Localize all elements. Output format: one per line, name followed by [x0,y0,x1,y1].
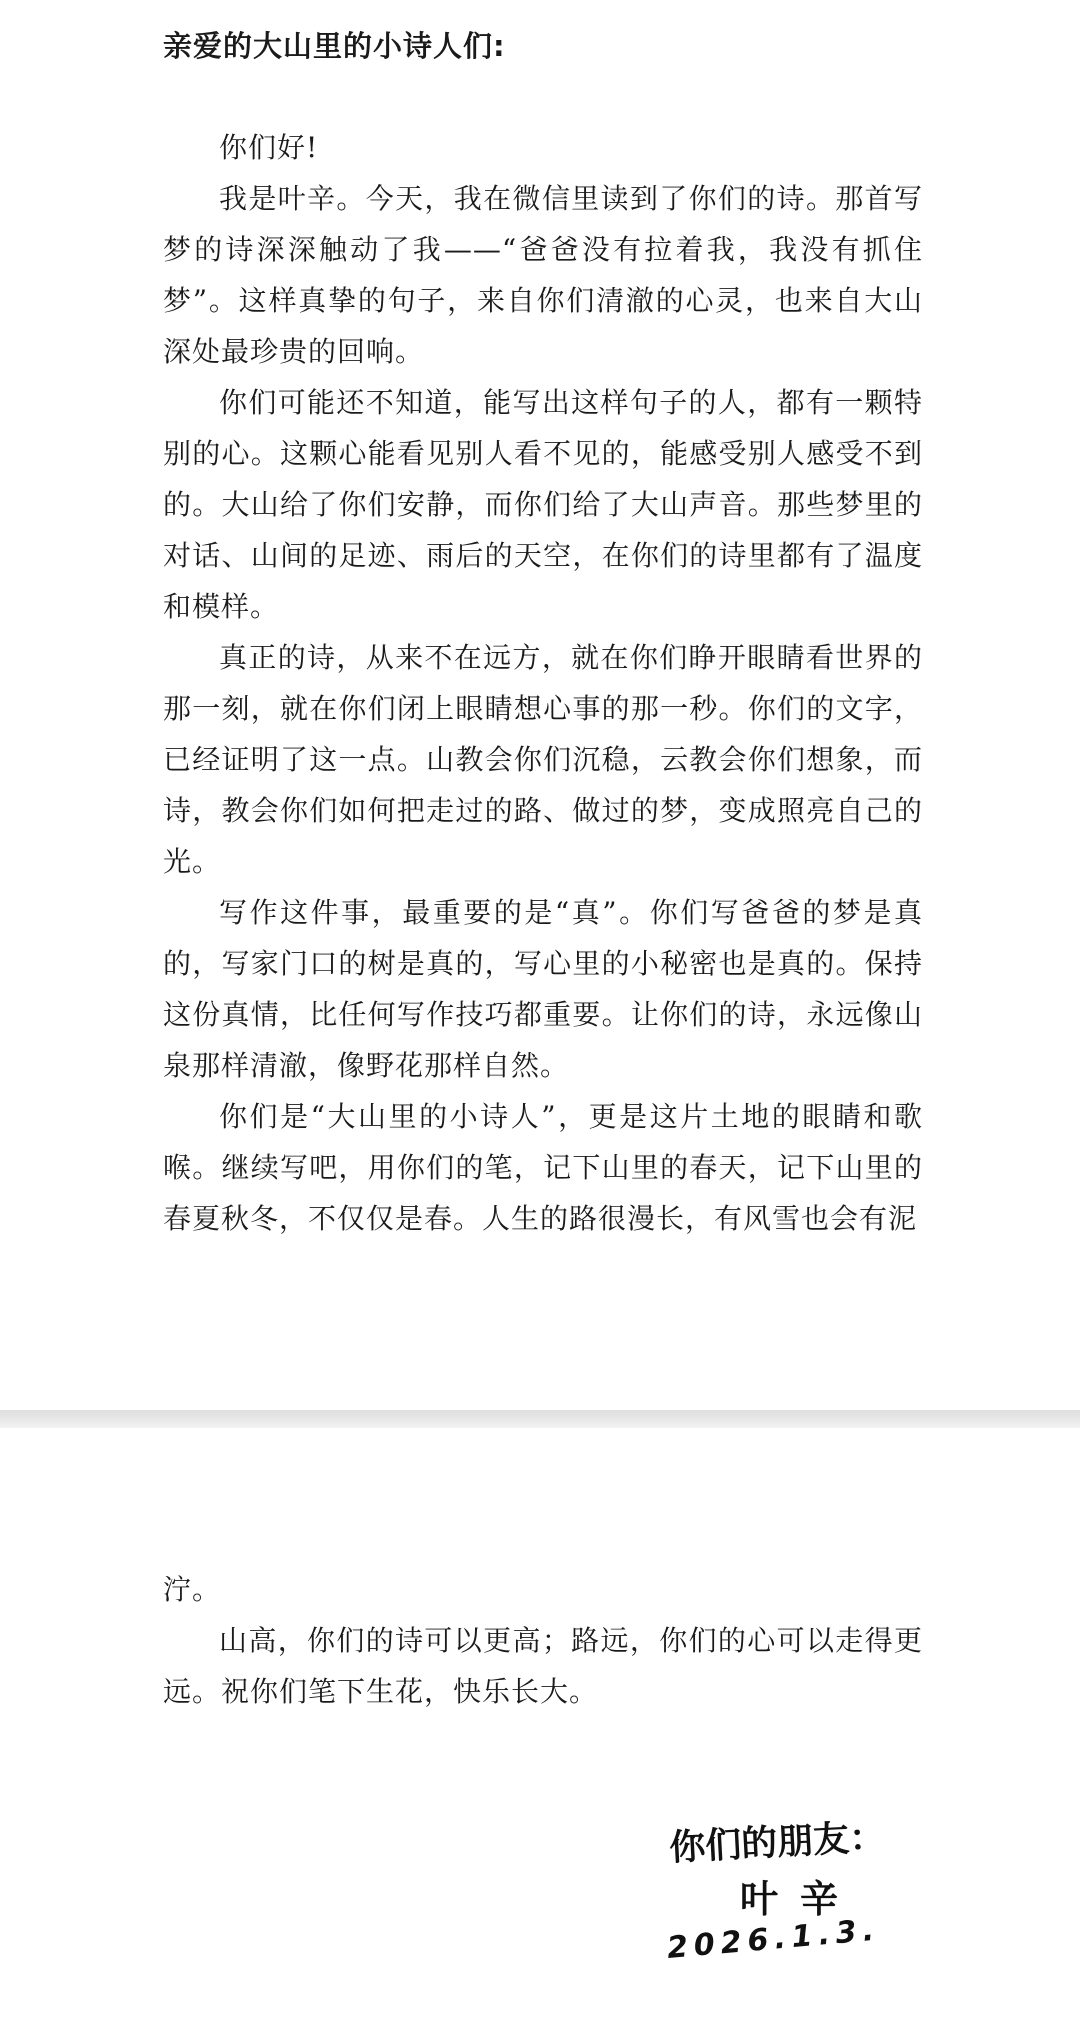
letter-salutation: 亲爱的大山里的小诗人们: [163,29,506,63]
signature-date: 2026.1.3. [665,1912,882,1966]
handwritten-signature [660,1800,920,1980]
paragraph-special-heart: 你们可能还不知道，能写出这样句子的人，都有一颗特别的心。这颗心能看见别人看不见的，能感受别人感受不到的。大山给了你们安静，而你们给了大山声音。那些梦里的对话、山间的足迹、雨后的天空，在你们的诗里都有了温度和模样。 [163,386,923,623]
paragraph-intro: 我是叶辛。今天，我在微信里读到了你们的诗。那首写梦的诗深深触动了我——“爸爸没有拉着我，我没有抓住梦”。这样真挚的句子，来自你们清澈的心灵，也来自大山深处最珍贵的回响。 [163,182,923,368]
paragraph-greeting: 你们好! [219,131,319,164]
letter-body-page-2 [163,1564,923,1717]
paragraph-keep-writing: 你们是“大山里的小诗人”，更是这片土地的眼睛和歌喉。继续写吧，用你们的笔，记下山里的春天，记下山里的春夏秋冬，不仅仅是春。人生的路很漫长，有风雪也会有泥 [163,1100,923,1235]
signature-name: 叶辛 [740,1877,861,1921]
paragraph-sincerity: 写作这件事，最重要的是“真”。你们写爸爸的梦是真的，写家门口的树是真的，写心里的小秘密也是真的。保持这份真情，比任何写作技巧都重要。让你们的诗，永远像山泉那样清澈，像野花那样自然。 [163,896,923,1082]
paragraph-closing-wish: 山高，你们的诗可以更高；路远，你们的心可以走得更远。祝你们笔下生花，快乐长大。 [163,1624,923,1708]
signature-line1: 你们的朋友： [668,1816,887,1869]
paragraph-true-poetry: 真正的诗，从来不在远方，就在你们睁开眼睛看世界的那一刻，就在你们闭上眼睛想心事的那一秒。你们的文字，已经证明了这一点。山教会你们沉稳，云教会你们想象，而诗，教会你们如何把走过的路、做过的梦，变成照亮自己的光。 [163,641,923,878]
paragraph-continuation: 泞。 [163,1573,222,1606]
letter-body-page-1 [163,122,923,1244]
page-break [0,1410,1080,1428]
